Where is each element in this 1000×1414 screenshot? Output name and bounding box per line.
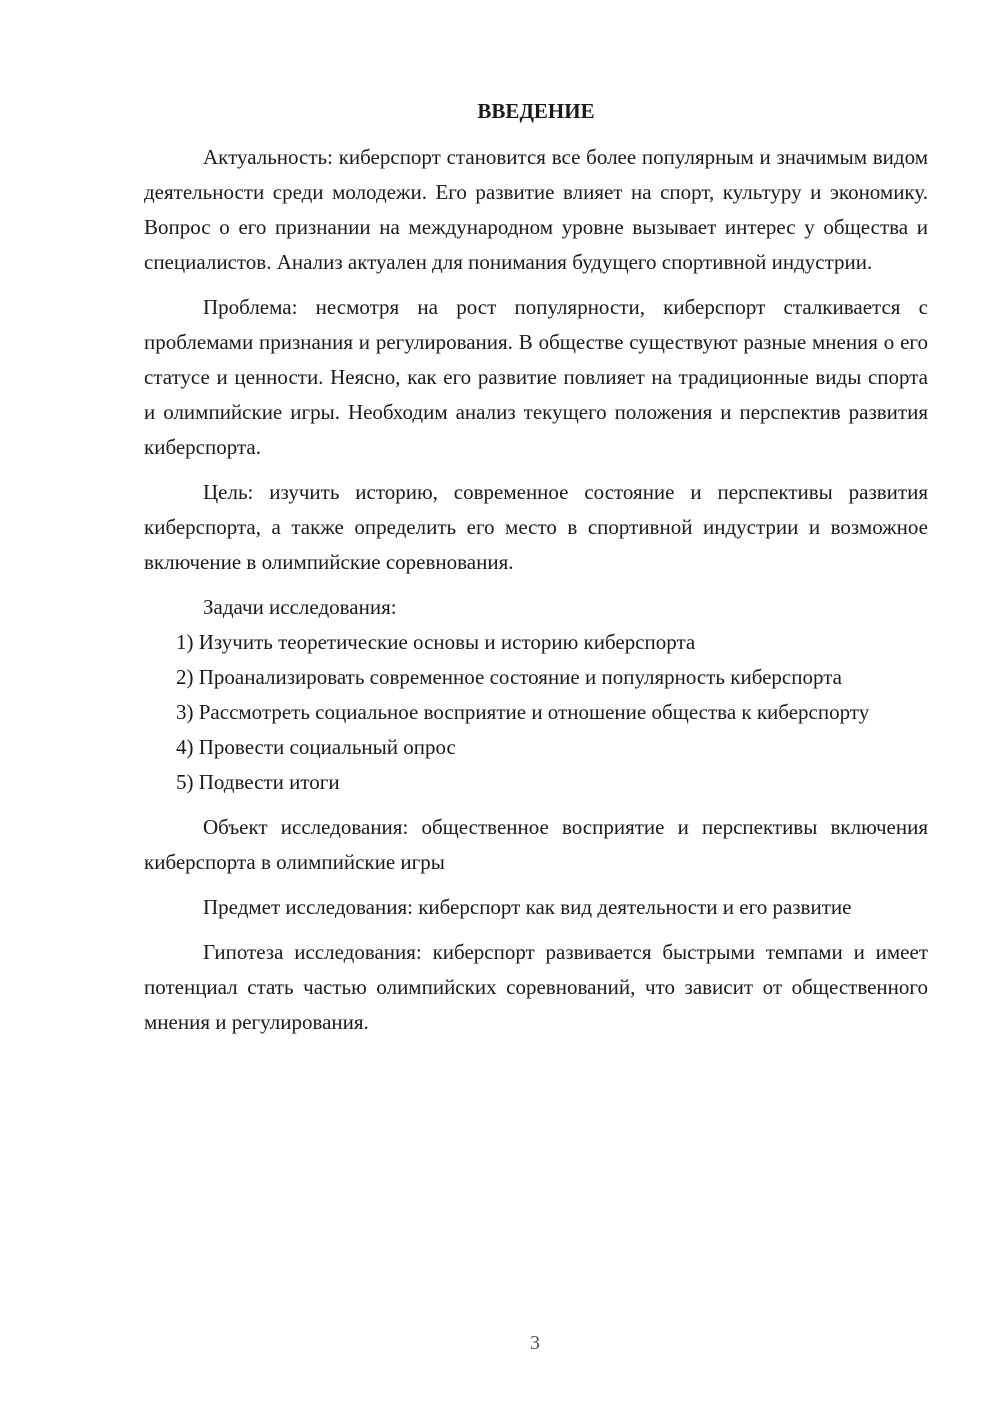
subject-paragraph: Предмет исследования: киберспорт как вид деятельности и его развитие xyxy=(203,895,852,919)
task-item-2: 2) Проанализировать современное состояние и популярность киберспорта xyxy=(176,665,842,689)
hypothesis-paragraph: Гипотеза исследования: киберспорт развивается быстрыми темпами и имеет потенциал стать частью олимпийских соревнований, что зависит от общественного мнения и регулирования. xyxy=(144,940,928,1034)
page-title: ВВЕДЕНИЕ xyxy=(477,99,595,123)
task-item-3: 3) Рассмотреть социальное восприятие и отношение общества к киберспорту xyxy=(176,700,870,724)
task-item-4: 4) Провести социальный опрос xyxy=(176,735,456,759)
tasks-heading: Задачи исследования: xyxy=(203,595,397,619)
relevance-paragraph: Актуальность: киберспорт становится все более популярным и значимым видом деятельности среди молодежи. Его развитие влияет на спорт, культуру и экономику. Вопрос о его признании на международном уровне вызывает интерес у общества и специалистов. Анализ актуален для понимания будущего спортивной индустрии. xyxy=(144,145,928,274)
goal-paragraph: Цель: изучить историю, современное состояние и перспективы развития киберспорта, а также определить его место в спортивной индустрии и возможное включение в олимпийские соревнования. xyxy=(144,480,928,574)
object-paragraph: Объект исследования: общественное восприятие и перспективы включения киберспорта в олимпийские игры xyxy=(144,815,928,874)
page-number: 3 xyxy=(530,1332,540,1354)
task-item-5: 5) Подвести итоги xyxy=(176,770,340,794)
task-item-1: 1) Изучить теоретические основы и историю киберспорта xyxy=(176,630,696,654)
document-page xyxy=(144,94,928,1040)
problem-paragraph: Проблема: несмотря на рост популярности, киберспорт сталкивается с проблемами признания и регулирования. В обществе существуют разные мнения о его статусе и ценности. Неясно, как его развитие повлияет на традиционные виды спорта и олимпийские игры. Необходим анализ текущего положения и перспектив развития киберспорта. xyxy=(144,295,928,459)
